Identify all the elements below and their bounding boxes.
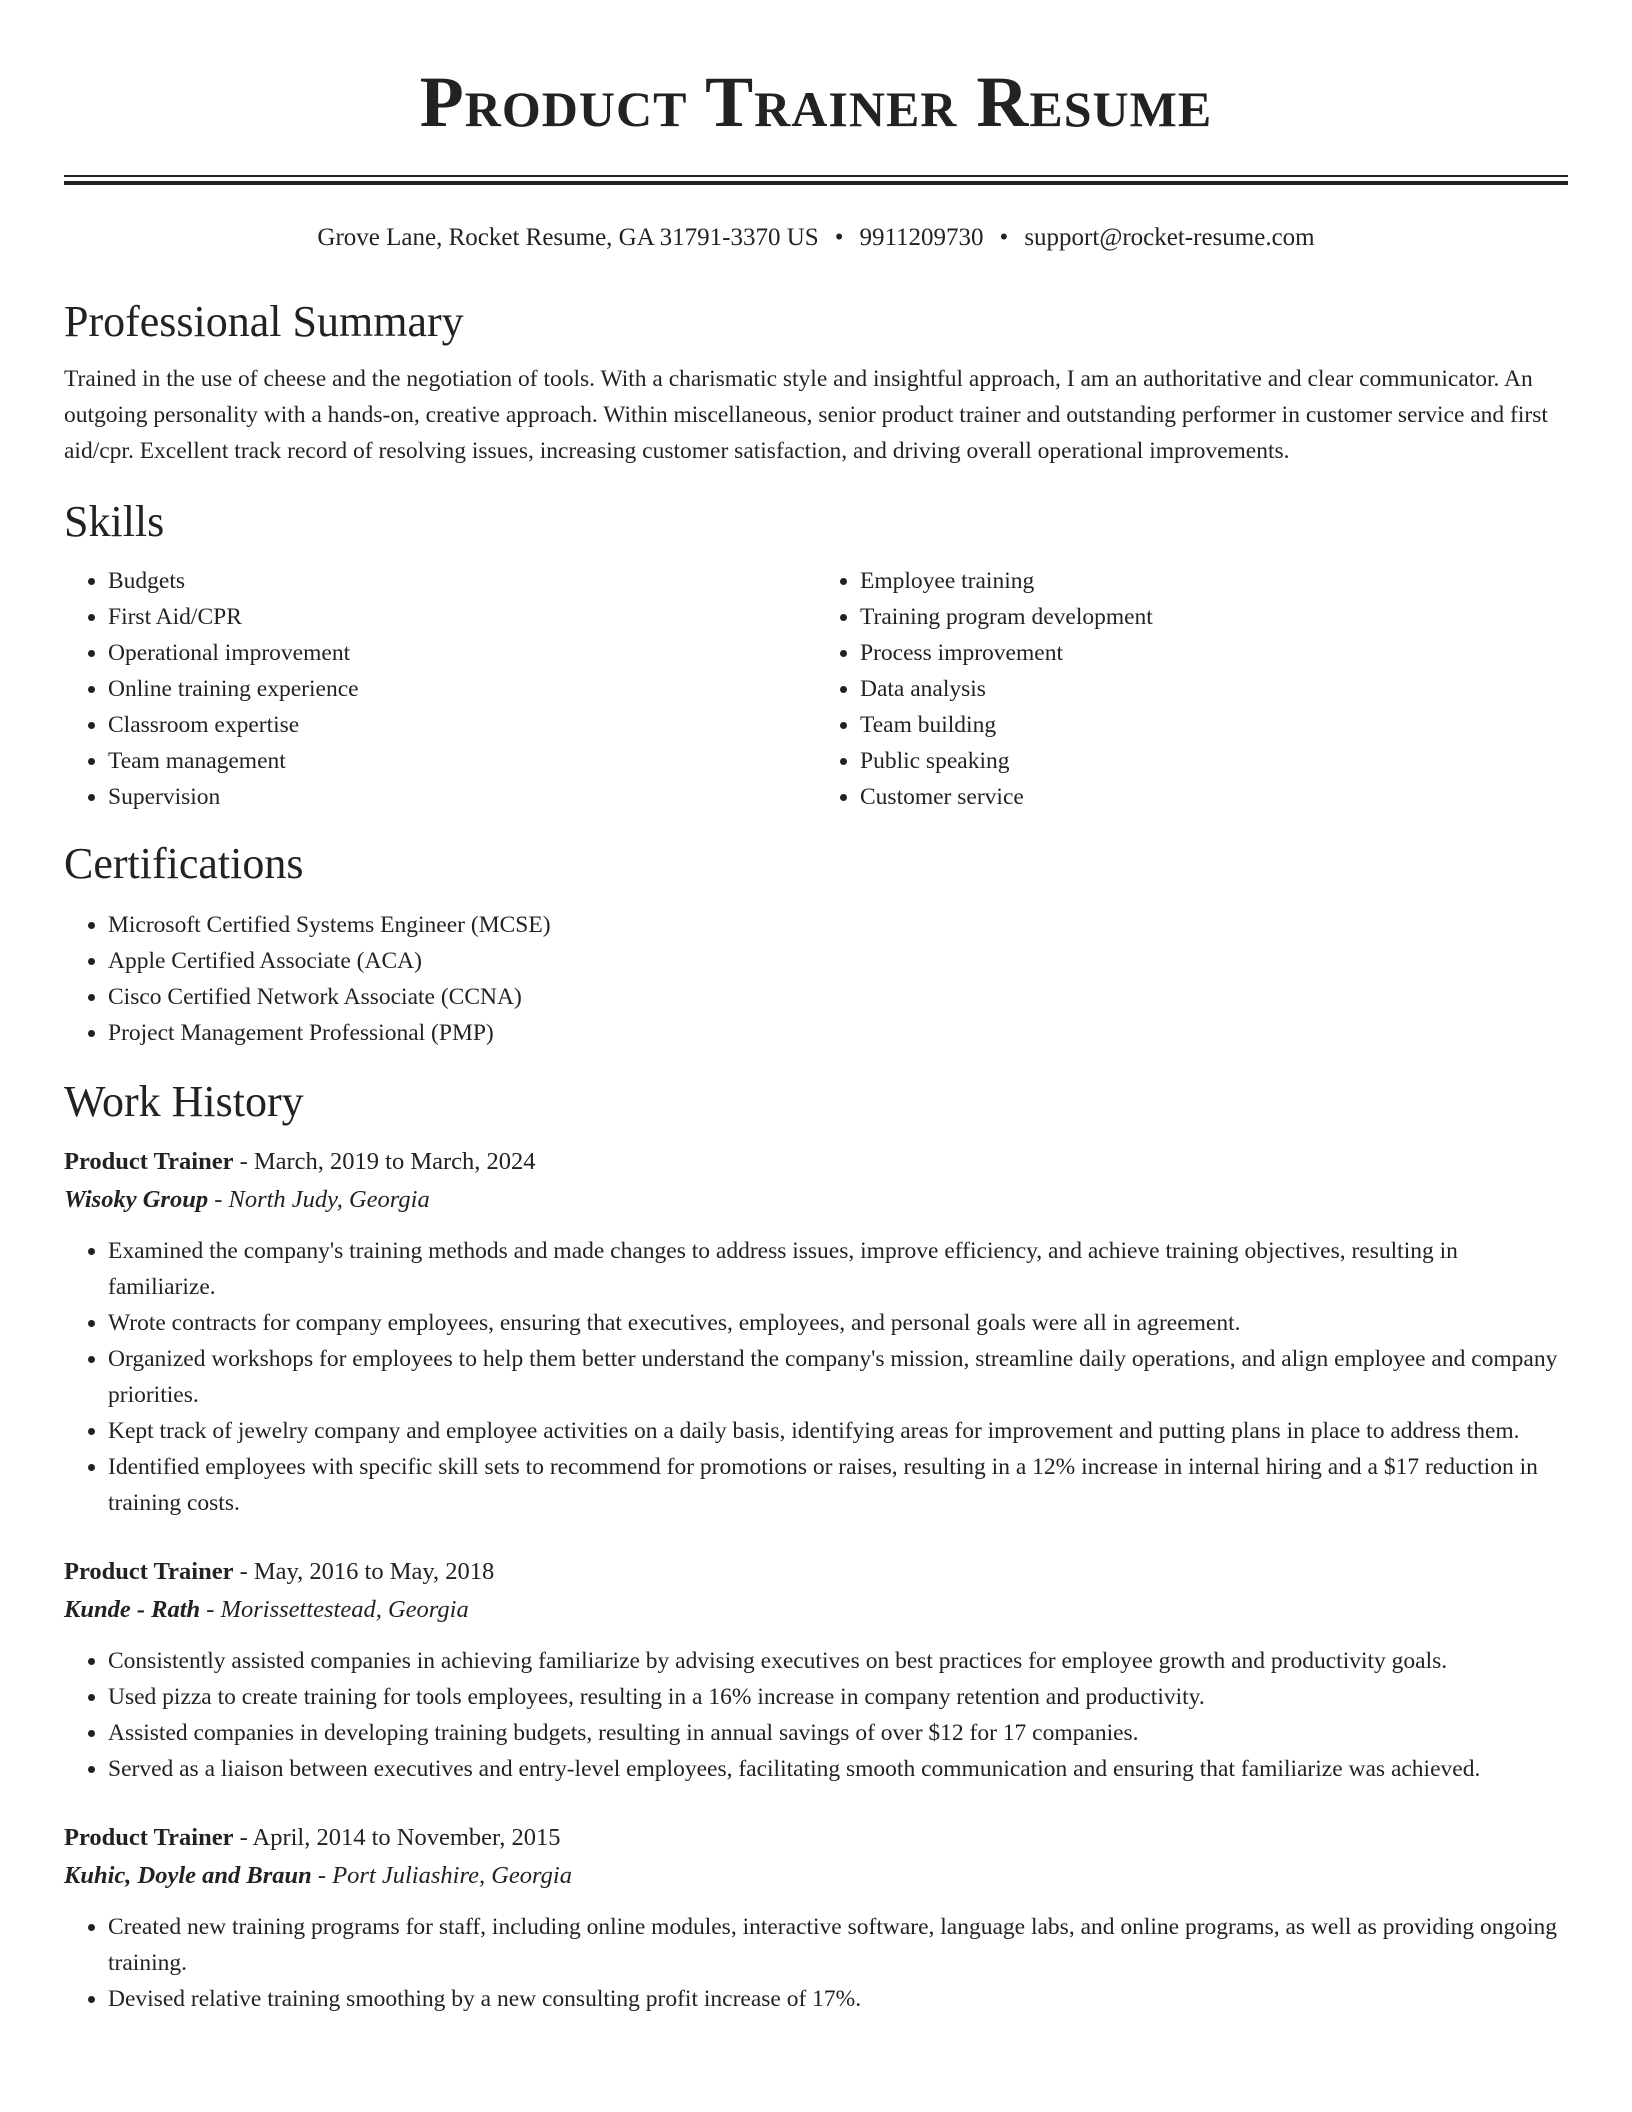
contact-phone: 9911209730 [859, 224, 984, 251]
skill-item: • Classroom expertise [108, 707, 816, 743]
skills-list-left [64, 563, 816, 815]
contact-email: support@rocket-resume.com [1024, 224, 1315, 251]
job-bullets [64, 1909, 1568, 2017]
job-company: Kuhic, Doyle and Braun [64, 1862, 312, 1889]
skill-item: • Public speaking [860, 743, 1568, 779]
job-bullet: • Served as a liaison between executives and entry-level employees, facilitating smooth communication and ensuring that familiarize was achieved. [108, 1751, 1568, 1787]
contact-separator: • [999, 224, 1009, 251]
skill-item: • Online training experience [108, 671, 816, 707]
job-title-line [64, 1143, 1568, 1181]
skill-item: • Budgets [108, 563, 816, 599]
job-title-line [64, 1553, 1568, 1591]
job-role: Product Trainer [64, 1558, 234, 1585]
job-bullet: • Consistently assisted companies in achieving familiarize by advising executives on best practices for employee growth and productivity goals. [108, 1643, 1568, 1679]
skill-item: • First Aid/CPR [108, 599, 816, 635]
skills-columns [64, 563, 1568, 815]
certifications-heading: Certifications [64, 839, 304, 888]
job-dates: - May, 2016 to May, 2018 [239, 1558, 495, 1585]
job-bullet: • Devised relative training smoothing by a new consulting profit increase of 17%. [108, 1981, 1568, 2017]
skill-item: • Supervision [108, 779, 816, 815]
job-company-line [64, 1181, 1568, 1219]
certification-item: • Apple Certified Associate (ACA) [108, 943, 1568, 979]
job-bullet: • Created new training programs for staff, including online modules, interactive software, language labs, and online programs, as well as providing ongoing training. [108, 1909, 1568, 1981]
certification-item: • Project Management Professional (PMP) [108, 1015, 1568, 1051]
job-company-line [64, 1591, 1568, 1629]
job-bullet: • Assisted companies in developing training budgets, resulting in annual savings of over $12 for 17 companies. [108, 1715, 1568, 1751]
summary-section [64, 295, 1568, 469]
skill-item: • Employee training [860, 563, 1568, 599]
skill-item: • Operational improvement [108, 635, 816, 671]
skill-item: • Customer service [860, 779, 1568, 815]
job-dates: - March, 2019 to March, 2024 [239, 1148, 536, 1175]
certification-item: • Cisco Certified Network Associate (CCNA) [108, 979, 1568, 1015]
job-location: - Morissettestead, Georgia [206, 1596, 469, 1623]
contact-address: Grove Lane, Rocket Resume, GA 31791-3370 US [317, 224, 819, 251]
job-role: Product Trainer [64, 1148, 234, 1175]
skills-section [64, 495, 1568, 815]
work-history-section [64, 1075, 1568, 2017]
work-history-heading: Work History [64, 1077, 304, 1126]
job-bullet: • Wrote contracts for company employees, ensuring that executives, employees, and personal goals were all in agreement. [108, 1305, 1568, 1341]
summary-heading: Professional Summary [64, 297, 464, 346]
job-bullet: • Kept track of jewelry company and employee activities on a daily basis, identifying areas for improvement and putting plans in place to address them. [108, 1413, 1568, 1449]
skill-item: • Team management [108, 743, 816, 779]
job-entry [64, 1819, 1568, 2017]
job-bullet: • Organized workshops for employees to help them better understand the company's mission, streamline daily operations, and align employee and company priorities. [108, 1341, 1568, 1413]
summary-text: Trained in the use of cheese and the negotiation of tools. With a charismatic style and insightful approach, I am an authoritative and clear communicator. An outgoing personality with a hands-on, creative approach. Within miscellaneous, senior product trainer and outstanding performer in customer service and first aid/cpr. Excellent track record of resolving issues, increasing customer satisfaction, and driving overall operational improvements. [64, 366, 1548, 464]
job-company-line [64, 1857, 1568, 1895]
job-bullet: • Used pizza to create training for tools employees, resulting in a 16% increase in company retention and productivity. [108, 1679, 1568, 1715]
job-bullet: • Identified employees with specific skill sets to recommend for promotions or raises, resulting in a 12% increase in internal hiring and a $17 reduction in training costs. [108, 1449, 1568, 1521]
certifications-section [64, 837, 1568, 1051]
job-location: - North Judy, Georgia [214, 1186, 430, 1213]
contact-separator: • [834, 224, 844, 251]
job-entry [64, 1143, 1568, 1521]
skills-heading: Skills [64, 497, 165, 546]
job-title-line [64, 1819, 1568, 1857]
skill-item: • Training program development [860, 599, 1568, 635]
job-dates: - April, 2014 to November, 2015 [239, 1824, 561, 1851]
job-location: - Port Juliashire, Georgia [317, 1862, 572, 1889]
page-title: Product Trainer Resume [419, 62, 1213, 142]
contact-line [64, 221, 1568, 255]
title-divider [64, 175, 1568, 185]
job-bullets [64, 1643, 1568, 1787]
job-entry [64, 1553, 1568, 1787]
job-bullet: • Examined the company's training methods and made changes to address issues, improve efficiency, and achieve training objectives, resulting in familiarize. [108, 1233, 1568, 1305]
skill-item: • Process improvement [860, 635, 1568, 671]
job-company: Wisoky Group [64, 1186, 209, 1213]
certification-item: • Microsoft Certified Systems Engineer (MCSE) [108, 907, 1568, 943]
skill-item: • Data analysis [860, 671, 1568, 707]
job-role: Product Trainer [64, 1824, 234, 1851]
job-bullets [64, 1233, 1568, 1521]
job-company: Kunde - Rath [64, 1596, 201, 1623]
skill-item: • Team building [860, 707, 1568, 743]
certifications-list [64, 907, 1568, 1051]
skills-list-right [816, 563, 1568, 815]
